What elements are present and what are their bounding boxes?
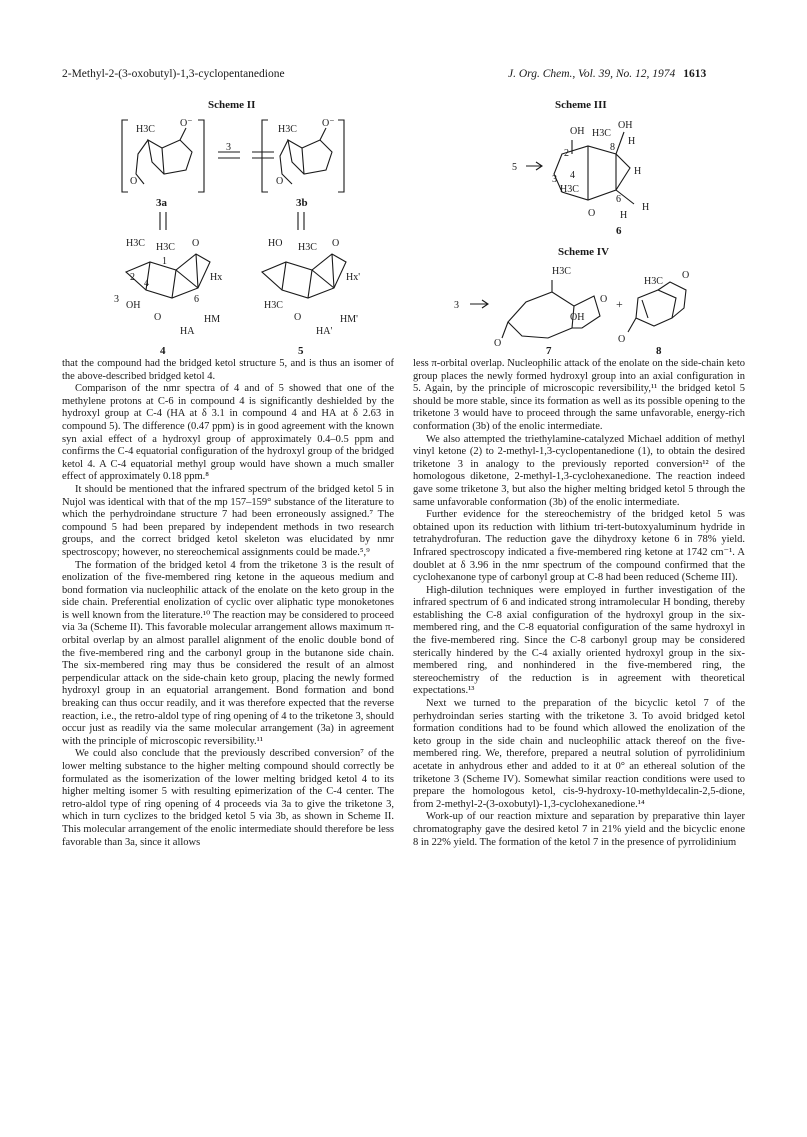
label-5: 5 — [298, 345, 304, 357]
6-num-6: 6 — [616, 194, 621, 205]
paragraph: It should be mentioned that the infrared spectrum of the bridged ketol 5 in Nujol was identical with that of the mp 157–159° substance of the literature to which the perhydroindane structure 7 had been erroneously assigned.⁷ The compound 5 had been prepared by independent methods in two research groups, and the correct bridged ketol skeleton was elucidated by nmr spectroscopy; however, no stereochemical assignments could be made.⁵,⁹ — [62, 483, 394, 558]
paragraph: We could also conclude that the previously described conversion⁷ of the lower melting substance to the higher melting compound should correctly be formulated as the isomerization of the lower melting bridged ketol 4 to its higher melting isomer 5 with resulting epimerization of the C-4 center. The retro-aldol type of ring opening of 4 proceeds via 3a to give the triketone 3, which in turn cyclizes to the bridged ketol 5 via 3b, as shown in Scheme II. This molecular arrangement of the enolic intermediate should therefore be less favorable than 3a, since it allows — [62, 748, 394, 848]
3b-oxygen: O — [276, 176, 284, 187]
4-num-1: 1 — [162, 256, 167, 267]
4-hydroxyl: OH — [126, 300, 141, 311]
journal-citation — [508, 68, 706, 80]
6-methyl-b: H3C — [560, 184, 579, 195]
5-oxygen: O — [332, 238, 340, 249]
bonds-3a — [136, 128, 186, 184]
scheme-2-center-compound: 3 — [226, 142, 231, 153]
4-num-6: 6 — [194, 294, 199, 305]
ring-7-six — [508, 292, 574, 338]
scheme-3-start: 5 — [512, 162, 517, 173]
4-methyl-b: H3C — [156, 242, 175, 253]
5-oxygen-keto: O — [294, 312, 302, 323]
5-ha-prime: HA' — [316, 326, 333, 337]
bonds-6 — [572, 132, 634, 204]
bracket-right-3b — [338, 120, 344, 192]
6-hydroxyl-b: OH — [618, 120, 633, 131]
6-num-3: 3 — [552, 174, 557, 185]
label-6: 6 — [616, 225, 622, 237]
ring-3b — [288, 140, 332, 174]
paragraph: Comparison of the nmr spectra of 4 and of 5 showed that one of the methylene protons at C-6 in compound 4 is significantly deshielded by the hydroxyl group at C-4 (HA at δ 3.1 in compound 4 and HA at δ 2.63 in compound 5). The difference (0.47 ppm) is in good agreement with the known syn axial effect of a hydroxyl group of approximately 0.4–0.5 ppm and confirms the C-4 equatorial configuration of the hydroxyl group of the bridged ketol 4. A C-4 equatorial methyl group would have shown a much smaller effect of approximately 0.18 ppm.⁸ — [62, 383, 394, 483]
3b-methyl: H3C — [278, 124, 297, 135]
4-num-4: 4 — [144, 278, 149, 289]
4-methyl-a: H3C — [126, 238, 145, 249]
7-oxygen: O — [600, 294, 608, 305]
4-oxygen: O — [192, 238, 200, 249]
7-methyl: H3C — [552, 266, 571, 277]
scheme-4-diagram — [448, 262, 698, 358]
journal-name: J. Org. Chem., Vol. 39, No. 12, 1974 — [508, 68, 676, 80]
arrow-5-to-6 — [526, 162, 542, 170]
6-num-4: 4 — [570, 170, 575, 181]
equilibrium-3a-4 — [160, 212, 166, 230]
paragraph: less π-orbital overlap. Nucleophilic attack of the enolate on the side-chain keto group places the newly formed hydroxyl group into an axial configuration in 5. Again, by the principle of microscopic reversibility,¹¹ the bridged ketol 5 should be more stable, since its formation as well as its possible opening to the triketone 3 would have to proceed through the same unfavorable, energy-rich conformation (3b) of the enolic intermediate. — [413, 358, 745, 432]
7-hydroxyl: OH — [570, 312, 585, 323]
right-column — [413, 358, 745, 849]
6-methyl: H3C — [592, 128, 611, 139]
3a-methyl: H3C — [136, 124, 155, 135]
5-hydroxyl: HO — [268, 238, 283, 249]
scheme-3-diagram — [506, 114, 666, 240]
bonds-7 — [502, 280, 600, 338]
scheme-4-title: Scheme IV — [558, 246, 610, 258]
3b-o-minus: O⁻ — [322, 118, 335, 129]
paragraph: We also attempted the triethylamine-catalyzed Michael addition of methyl vinyl ketone (2) to 2-methyl-1,3-cyclopentanedione (1), to obtain the desired triketone 3 in analogy to the previously reported conversion¹² of the homologous diketone, 2-methyl-1,3-cyclohexanedione. The reaction indeed gave some triketone 3, but also the higher melting bridged ketol 5 through the same unfavorable conformation (3b) of the enolic intermediate. — [413, 433, 745, 508]
6-hydroxyl-a: OH — [570, 126, 585, 137]
4-num-3: 3 — [114, 294, 119, 305]
equilibrium-3-3b — [252, 152, 274, 158]
8-oxygen: O — [682, 270, 690, 281]
scheme-4-start: 3 — [454, 300, 459, 311]
4-hx: Hx — [210, 272, 223, 283]
label-4: 4 — [160, 345, 166, 357]
6-h-top: H — [628, 136, 636, 147]
ring-3a — [148, 140, 192, 174]
label-3a: 3a — [156, 197, 167, 209]
5-hx-prime: Hx' — [346, 272, 361, 283]
arrow-3-to-7-8 — [470, 300, 488, 308]
paragraph: Work-up of our reaction mixture and separation by preparative thin layer chromatography gave the desired ketol 7 in 21% yield and the bicyclic enone 8 in 22% yield. The formation of the ketol 7 in the presence of pyrrolidinium — [413, 811, 745, 848]
4-hm: HM — [204, 314, 221, 325]
7-oxygen-b: O — [494, 338, 502, 349]
label-7: 7 — [546, 345, 552, 357]
6-h-mid: H — [634, 166, 642, 177]
page-number: 1613 — [683, 68, 707, 80]
3a-o-minus: O⁻ — [180, 118, 193, 129]
scheme-2-title: Scheme II — [208, 99, 256, 111]
paragraph: Further evidence for the stereochemistry of the bridged ketol 5 was obtained upon its reduction with lithium tri-tert-butoxyaluminum hydride in tetrahydrofuran. The reduction gave the dihydroxy ketone 6 in 78% yield. Infrared spectroscopy indicated a five-membered ring ketone at 1742 cm⁻¹. A doublet at δ 3.96 in the nmr spectrum of the compound confirmed that the cyclohexanone type of carbonyl group at C-8 had been reduced (Scheme III). — [413, 509, 745, 584]
3a-oxygen: O — [130, 176, 138, 187]
6-num-8: 8 — [610, 142, 615, 153]
paragraph: The formation of the bridged ketol 4 from the triketone 3 is the result of enolization of the five-membered ring ketone in the aqueous medium and bond formation via nucleophilic attack of the enolate on the keto group in the side chain. Preferential enolization of cyclic over aliphatic type monoketones is well known from the literature.¹⁰ The reaction may be considered to proceed via 3a (Scheme II). This favorable molecular arrangement allows maximum π-orbital overlap by an almost parallel alignment of the enolic double bond of the five-membered ring and the carbonyl group in the butanone side chain. The six-membered ring may thus be considered the result of an almost perpendicular attack on the side-chain keto group, placing the newly formed hydroxyl group in an equatorial arrangement. Bond formation and bond breaking can thus occur readily, and it was therefore expected that the reverse reaction, i.e., the retro-aldol type of ring opening of 4 to the triketone 3, should occur just as readily via the same molecular arrangement (3a) in agreement with the principle of microscopic reversibility.¹¹ — [62, 559, 394, 747]
bracket-right-3a — [198, 120, 204, 192]
6-oxygen: O — [588, 208, 596, 219]
label-8: 8 — [656, 345, 662, 357]
6-h-right: H — [642, 202, 650, 213]
scheme-3-title: Scheme III — [555, 99, 607, 111]
equilibrium-3b-5 — [298, 212, 304, 230]
8-methyl: H3C — [644, 276, 663, 287]
bonds-3b — [280, 128, 326, 184]
plus-sign: + — [616, 297, 623, 311]
4-num-2: 2 — [130, 272, 135, 283]
paragraph: that the compound had the bridged ketol structure 5, and is thus an isomer of the above-described bridged ketol 4. — [62, 358, 394, 382]
label-3b: 3b — [296, 197, 308, 209]
ring-8-six — [636, 290, 676, 326]
5-hm-prime: HM' — [340, 314, 358, 325]
4-ha: HA — [180, 326, 195, 337]
scheme-2-diagram — [100, 112, 390, 358]
6-num-2: 2 — [564, 148, 569, 159]
running-title: 2-Methyl-2-(3-oxobutyl)-1,3-cyclopentanedione — [62, 68, 285, 80]
paragraph: High-dilution techniques were employed in further investigation of the infrared spectrum of 6 and indicated strong intramolecular H bonding, thereby establishing the C-8 axial configuration of the hydroxyl group in the six-membered ring, and the C-8 equatorial configuration of the same hydroxyl in the five-membered ring. Since the C-8 carbonyl group may be considered sterically hindered by the C-4 axially oriented hydroxyl group in the six-membered ring, and nonhindered in the five-membered ring, the stereochemistry of the reduction is in agreement with theoretical expectations.¹³ — [413, 584, 745, 697]
5-methyl-b: H3C — [264, 300, 283, 311]
left-column — [62, 358, 394, 849]
bracket-left-3a — [122, 120, 128, 192]
paragraph: Next we turned to the preparation of the bicyclic ketol 7 of the perhydroindan series starting with the triketone 3. To avoid bridged ketol formation conditions had to be found which allowed the enolization of the keto group in the side chain and nucleophilic attack thereof on the five-membered ring. We, therefore, prepared a neutral solution of pyrrolidinium acetate in anhydrous ether and added to it at 0° an ethereal solution of the triketone 3 (Scheme IV). Somewhat similar reaction conditions were used to prepare the homologous ketol, cis-9-hydroxy-10-methyldecalin-2,5-dione, from 2-methyl-2-(3-oxobutyl)-1,3-cyclohexanedione.¹⁴ — [413, 698, 745, 810]
5-methyl: H3C — [298, 242, 317, 253]
4-oxygen-keto: O — [154, 312, 162, 323]
bracket-left-3b — [262, 120, 268, 192]
6-h-bottom: H — [620, 210, 628, 221]
8-oxygen-b: O — [618, 334, 626, 345]
